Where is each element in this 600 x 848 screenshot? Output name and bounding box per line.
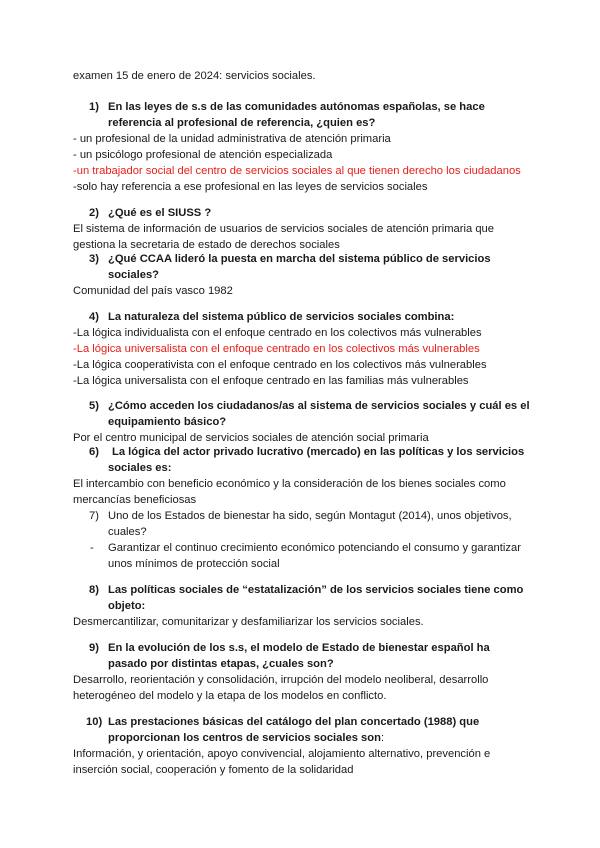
q4-option-3: -La lógica cooperativista con el enfoque centrado en los colectivos más vulnerables xyxy=(73,359,487,371)
q7-answer-line2: unos mínimos de protección social xyxy=(108,558,280,570)
q5-number: 5) xyxy=(89,400,99,412)
q4-number: 4) xyxy=(89,311,99,323)
q1-option-3-correct: -un trabajador social del centro de servicios sociales al que tienen derecho los ciudadanos xyxy=(73,165,521,177)
q4-option-4: -La lógica universalista con el enfoque centrado en las familias más vulnerables xyxy=(73,375,469,387)
q6-answer-line2: mercancías beneficiosas xyxy=(73,494,197,506)
q2-answer-line1: El sistema de información de usuarios de servicios sociales de atención primaria que xyxy=(73,223,494,235)
q9-answer-line2: heterogéneo del modelo y la etapa de los modelos en conflicto. xyxy=(73,690,387,702)
q5-text-line1: ¿Cómo acceden los ciudadanos/as al sistema de servicios sociales y cuál es el xyxy=(108,400,530,412)
q6-answer-line1: El intercambio con beneficio económico y la consideración de los bienes sociales como xyxy=(73,478,506,490)
q2-text: ¿Qué es el SIUSS ? xyxy=(108,207,212,219)
q3-number: 3) xyxy=(89,253,99,265)
q8-text-line1: Las políticas sociales de “estatalización” de los servicios sociales tiene como xyxy=(108,584,524,596)
q7-number: 7) xyxy=(89,510,99,522)
q9-number: 9) xyxy=(89,642,99,654)
q7-text-line2: cuales? xyxy=(108,526,147,538)
q7-answer-line1: Garantizar el continuo crecimiento económico potenciando el consumo y garantizar xyxy=(108,542,521,554)
q10-text-line2-colon: : xyxy=(380,732,385,744)
q2-answer-line2: gestiona la secretaria de estado de derechos sociales xyxy=(73,239,340,251)
document-header: examen 15 de enero de 2024: servicios sociales. xyxy=(73,70,316,82)
q7-answer-dash: - xyxy=(90,542,94,554)
q10-answer-line1: Información, y orientación, apoyo convivencial, alojamiento alternativo, prevención e xyxy=(73,748,491,760)
q10-text-line2-main: proporcionan los centros de servicios sociales son xyxy=(108,732,381,744)
q1-text-line1: En las leyes de s.s de las comunidades autónomas españolas, se hace xyxy=(108,101,485,113)
q10-text-line2 xyxy=(108,730,384,747)
q10-number: 10) xyxy=(86,716,103,728)
q6-number: 6) xyxy=(89,446,99,458)
q5-answer: Por el centro municipal de servicios sociales de atención social primaria xyxy=(73,432,429,444)
q1-option-1: - un profesional de la unidad administrativa de atención primaria xyxy=(73,133,391,145)
q3-answer: Comunidad del país vasco 1982 xyxy=(73,285,233,297)
q8-number: 8) xyxy=(89,584,99,596)
q9-text-line2: pasado por distintas etapas, ¿cuales son? xyxy=(108,658,334,670)
q7-text-line1: Uno de los Estados de bienestar ha sido, según Montagut (2014), unos objetivos, xyxy=(108,510,512,522)
q8-answer: Desmercantilizar, comunitarizar y desfamiliarizar los servicios sociales. xyxy=(73,616,424,628)
q6-text-line1: La lógica del actor privado lucrativo (mercado) en las políticas y los servicios xyxy=(112,446,525,458)
q10-text-line1: Las prestaciones básicas del catálogo del plan concertado (1988) que xyxy=(108,716,480,728)
q1-text-line2: referencia al profesional de referencia, ¿quien es? xyxy=(108,117,376,129)
q5-text-line2: equipamiento básico? xyxy=(108,416,227,428)
q1-option-4: -solo hay referencia a ese profesional en las leyes de servicios sociales xyxy=(73,181,428,193)
q10-answer-line2: inserción social, cooperación y fomento de la solidaridad xyxy=(73,764,354,776)
q1-option-2: - un psicólogo profesional de atención especializada xyxy=(73,149,333,161)
q4-text: La naturaleza del sistema público de servicios sociales combina: xyxy=(108,311,455,323)
q8-text-line2: objeto: xyxy=(108,600,146,612)
q9-answer-line1: Desarrollo, reorientación y consolidación, irrupción del modelo neoliberal, desarrollo xyxy=(73,674,489,686)
q1-number: 1) xyxy=(89,101,99,113)
q3-text-line1: ¿Qué CCAA lideró la puesta en marcha del sistema público de servicios xyxy=(108,253,491,265)
q4-option-2-correct: -La lógica universalista con el enfoque centrado en los colectivos más vulnerables xyxy=(73,343,480,355)
q3-text-line2: sociales? xyxy=(108,269,159,281)
q9-text-line1: En la evolución de los s.s, el modelo de Estado de bienestar español ha xyxy=(108,642,490,654)
q2-number: 2) xyxy=(89,207,99,219)
q6-text-line2: sociales es: xyxy=(108,462,172,474)
q4-option-1: -La lógica individualista con el enfoque centrado en los colectivos más vulnerables xyxy=(73,327,482,339)
